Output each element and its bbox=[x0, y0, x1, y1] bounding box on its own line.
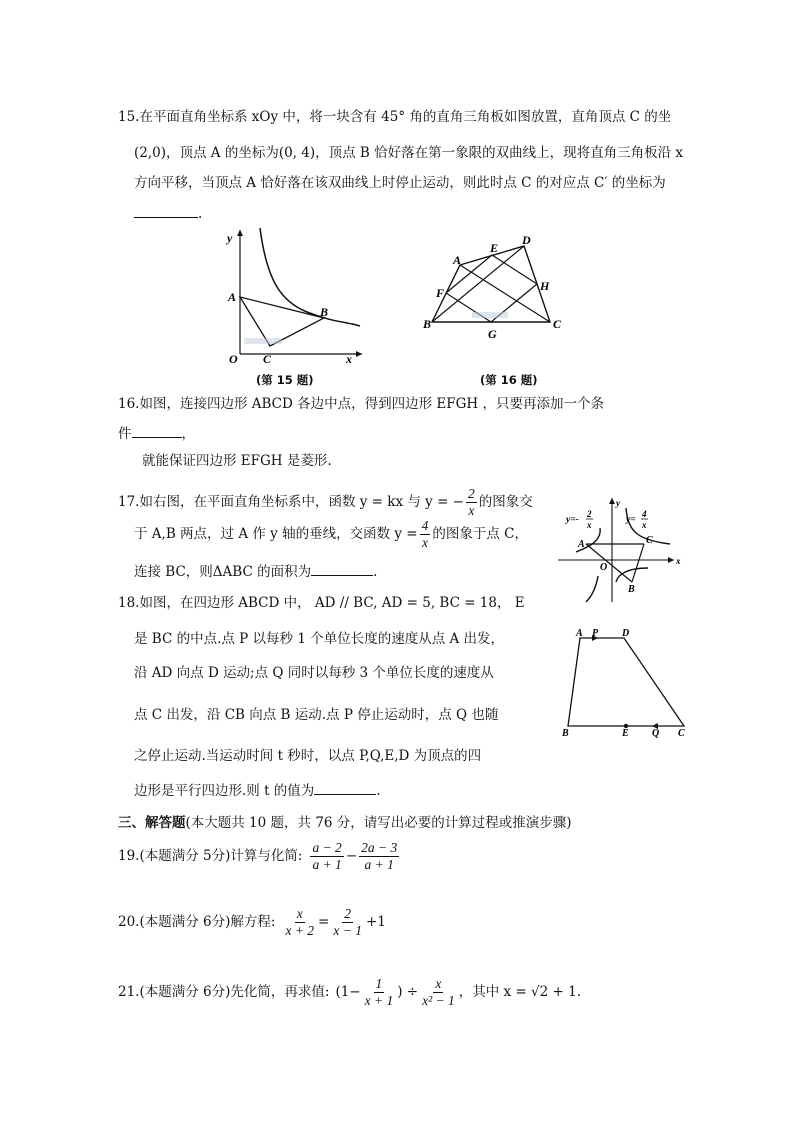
q19-line bbox=[118, 836, 401, 876]
q16-line2-end: ， bbox=[181, 426, 195, 442]
q17-frac2-num: 4 bbox=[421, 517, 429, 533]
fig16-label-B: B bbox=[423, 317, 432, 331]
q18-line2: 是 BC 的中点.点 P 以每秒 1 个单位长度的速度从点 A 出发， bbox=[134, 631, 505, 647]
fig17-line-BC bbox=[632, 544, 644, 582]
q16-line1: 16.如图，连接四边形 ABCD 各边中点，得到四边形 EFGH ，只要再添加一个条 bbox=[118, 396, 604, 412]
fig15-label-O: O bbox=[229, 352, 238, 366]
fig17-left-eq: y=- bbox=[566, 515, 579, 525]
q19-frac2-den: a + 1 bbox=[364, 856, 394, 872]
figure-18 bbox=[560, 628, 694, 740]
q17-line2 bbox=[134, 516, 528, 552]
q16-line2 bbox=[118, 424, 195, 443]
fig18-label-B: B bbox=[562, 728, 569, 739]
q17-frac1-num: 2 bbox=[468, 485, 475, 501]
fig15-y-arrow bbox=[237, 230, 243, 236]
fig16-label-A: A bbox=[453, 253, 462, 267]
q18-line5: 之停止运动.当运动时间 t 秒时，以点 P,Q,E,D 为顶点的四 bbox=[134, 748, 482, 764]
fig15-label-y: y bbox=[227, 231, 233, 245]
q19-frac1-den: a + 1 bbox=[312, 856, 342, 872]
q19-frac1-num: a − 2 bbox=[312, 839, 342, 855]
fig15-label-A: A bbox=[228, 290, 237, 304]
fig18-label-E: E bbox=[622, 728, 629, 739]
fig17-y-arrow bbox=[609, 498, 615, 504]
figure-16 bbox=[420, 232, 572, 342]
q17-line1-b: 的图象交 bbox=[478, 494, 533, 510]
q21-frac1-num: 1 bbox=[375, 975, 383, 991]
fig17-label-A: A bbox=[578, 539, 585, 550]
fig16-label-C: C bbox=[553, 317, 562, 331]
fig18-label-A: A bbox=[576, 628, 583, 639]
fig16-label-D: D bbox=[522, 233, 531, 247]
q16-line3: 就能保证四边形 EFGH 是菱形. bbox=[142, 453, 332, 469]
fig17-right-den: x bbox=[642, 520, 647, 530]
q18-line4: 点 C 出发，沿 CB 向点 B 运动.点 P 停止运动时，点 Q 也随 bbox=[134, 707, 499, 723]
fig15-label-C: C bbox=[263, 352, 272, 366]
q15-line1: 15.在平面直角坐标系 xOy 中，将一块含有 45° 角的直角三角板如图放置，直角顶点 C 的坐 bbox=[118, 109, 672, 125]
section3-desc: (本大题共 10 题，共 76 分，请写出必要的计算过程或推演步骤) bbox=[185, 815, 572, 831]
q18-line3: 沿 AD 向点 D 运动;点 Q 同时以每秒 3 个单位长度的速度从 bbox=[134, 665, 494, 681]
q17-answer-blank[interactable] bbox=[311, 562, 373, 576]
fig15-label-x: x bbox=[346, 352, 352, 366]
q21-frac2-num: x bbox=[435, 975, 442, 991]
fig15-x-arrow bbox=[356, 351, 362, 357]
section3-title: 三、解答题 bbox=[118, 815, 186, 831]
q18-line1: 18.如图，在四边形 ABCD 中， AD // BC, AD = 5, BC = 18， E bbox=[118, 595, 525, 611]
fig17-line-AB bbox=[586, 544, 632, 582]
q19-op: − bbox=[345, 848, 358, 864]
q17-frac2 bbox=[420, 518, 431, 551]
fig17-label-B: B bbox=[628, 584, 635, 595]
fig17-label-x: x bbox=[676, 556, 681, 566]
q19-frac2-num: 2a − 3 bbox=[361, 839, 398, 855]
fig15-label-B: B bbox=[320, 305, 329, 319]
figure-15 bbox=[222, 222, 372, 372]
fig16-diagonal-BD bbox=[432, 246, 524, 322]
q21-frac1 bbox=[363, 976, 396, 1009]
q21-frac2 bbox=[420, 976, 457, 1009]
q17-line2-a: 于 A,B 两点，过 A 作 y 轴的垂线，交函数 y = bbox=[134, 526, 418, 542]
figure-17 bbox=[556, 494, 684, 604]
q15-answer-blank[interactable] bbox=[134, 204, 198, 218]
fig15-hyperbola bbox=[260, 228, 360, 326]
fig18-label-D: D bbox=[622, 628, 630, 639]
q18-line6 bbox=[134, 781, 381, 800]
fig18-trapezoid bbox=[568, 638, 684, 726]
q20-frac1 bbox=[283, 906, 316, 939]
q17-line1-a: 17.如右图，在平面直角坐标系中，函数 y = kx 与 y = − bbox=[118, 494, 464, 510]
fig16-label-F: F bbox=[436, 286, 445, 300]
fig16-caption: (第 16 题) bbox=[480, 373, 538, 387]
fig17-label-C: C bbox=[646, 535, 653, 546]
q16-answer-blank[interactable] bbox=[132, 424, 182, 438]
q20-line bbox=[118, 902, 386, 942]
fig15-caption: (第 15 题) bbox=[256, 373, 314, 387]
q21-frac1-den: x + 1 bbox=[364, 992, 394, 1008]
q20-frac1-den: x + 2 bbox=[285, 922, 315, 938]
q20-label: 20.(本题满分 6分)解方程: bbox=[118, 914, 276, 930]
fig17-curve-right-lower bbox=[616, 568, 648, 582]
q15-answer-line bbox=[134, 204, 202, 223]
q20-frac2-den: x − 1 bbox=[333, 922, 362, 938]
q19-label: 19.(本题满分 5分)计算与化简: bbox=[118, 848, 303, 864]
fig18-label-Q: Q bbox=[652, 728, 660, 739]
q18-line6-end: . bbox=[376, 783, 381, 799]
q17-line3 bbox=[134, 562, 377, 581]
q19-frac1 bbox=[310, 840, 343, 873]
q21-close: ) ÷ bbox=[397, 984, 419, 1000]
q18-answer-blank[interactable] bbox=[314, 781, 376, 795]
q19-frac2 bbox=[359, 840, 399, 873]
fig15-watermark-logo bbox=[244, 338, 282, 344]
fig17-left-den: x bbox=[587, 520, 592, 530]
q21-line bbox=[118, 972, 581, 1012]
q21-tail: ，其中 x = √2 + 1. bbox=[458, 984, 582, 1000]
fig17-right-num: 4 bbox=[642, 509, 647, 519]
q15-line2: (2,0)，顶点 A 的坐标为(0, 4)，顶点 B 恰好落在第一象限的双曲线上，现将直角三角板沿 x bbox=[134, 145, 684, 161]
q20-tail: +1 bbox=[365, 914, 386, 930]
q17-frac1-den: x bbox=[468, 502, 475, 518]
fig17-right-eq: y= bbox=[626, 515, 636, 525]
q15-line3: 方向平移，当顶点 A 恰好落在该双曲线上时停止运动，则此时点 C 的对应点 C′ 的坐标为 bbox=[134, 175, 666, 191]
q20-frac2 bbox=[331, 906, 364, 939]
q16-line2-start: 件 bbox=[118, 426, 132, 442]
q21-open: (1− bbox=[335, 984, 361, 1000]
fig18-label-C: C bbox=[678, 728, 685, 739]
q20-frac2-num: 2 bbox=[344, 905, 352, 921]
q21-frac2-den: x² − 1 bbox=[422, 992, 455, 1008]
fig16-watermark-logo bbox=[472, 312, 508, 318]
section3-header bbox=[118, 814, 572, 832]
q17-line3-text: 连接 BC，则ΔABC 的面积为 bbox=[134, 564, 312, 580]
fig16-label-G: G bbox=[488, 327, 497, 341]
q21-label: 21.(本题满分 6分)先化简，再求值: bbox=[118, 984, 330, 1000]
q17-frac2-den: x bbox=[421, 534, 428, 550]
q17-line2-b: 的图象于点 C， bbox=[432, 526, 528, 542]
fig17-left-num: 2 bbox=[587, 509, 592, 519]
q20-eq: = bbox=[318, 914, 330, 930]
fig18-label-P: P bbox=[592, 628, 599, 639]
fig17-x-arrow bbox=[668, 557, 674, 563]
q15-line4-end: . bbox=[198, 206, 203, 222]
fig17-label-O: O bbox=[600, 562, 608, 573]
fig17-curve-left-lower bbox=[586, 576, 598, 602]
fig17-label-y: y bbox=[616, 498, 620, 508]
q17-line1 bbox=[118, 484, 533, 520]
q20-frac1-num: x bbox=[296, 905, 303, 921]
q17-frac1 bbox=[466, 486, 477, 519]
q18-line6-text: 边形是平行四边形.则 t 的值为 bbox=[134, 783, 315, 799]
fig16-label-H: H bbox=[540, 279, 550, 293]
q17-line3-end: . bbox=[373, 564, 378, 580]
fig16-label-E: E bbox=[490, 241, 499, 255]
